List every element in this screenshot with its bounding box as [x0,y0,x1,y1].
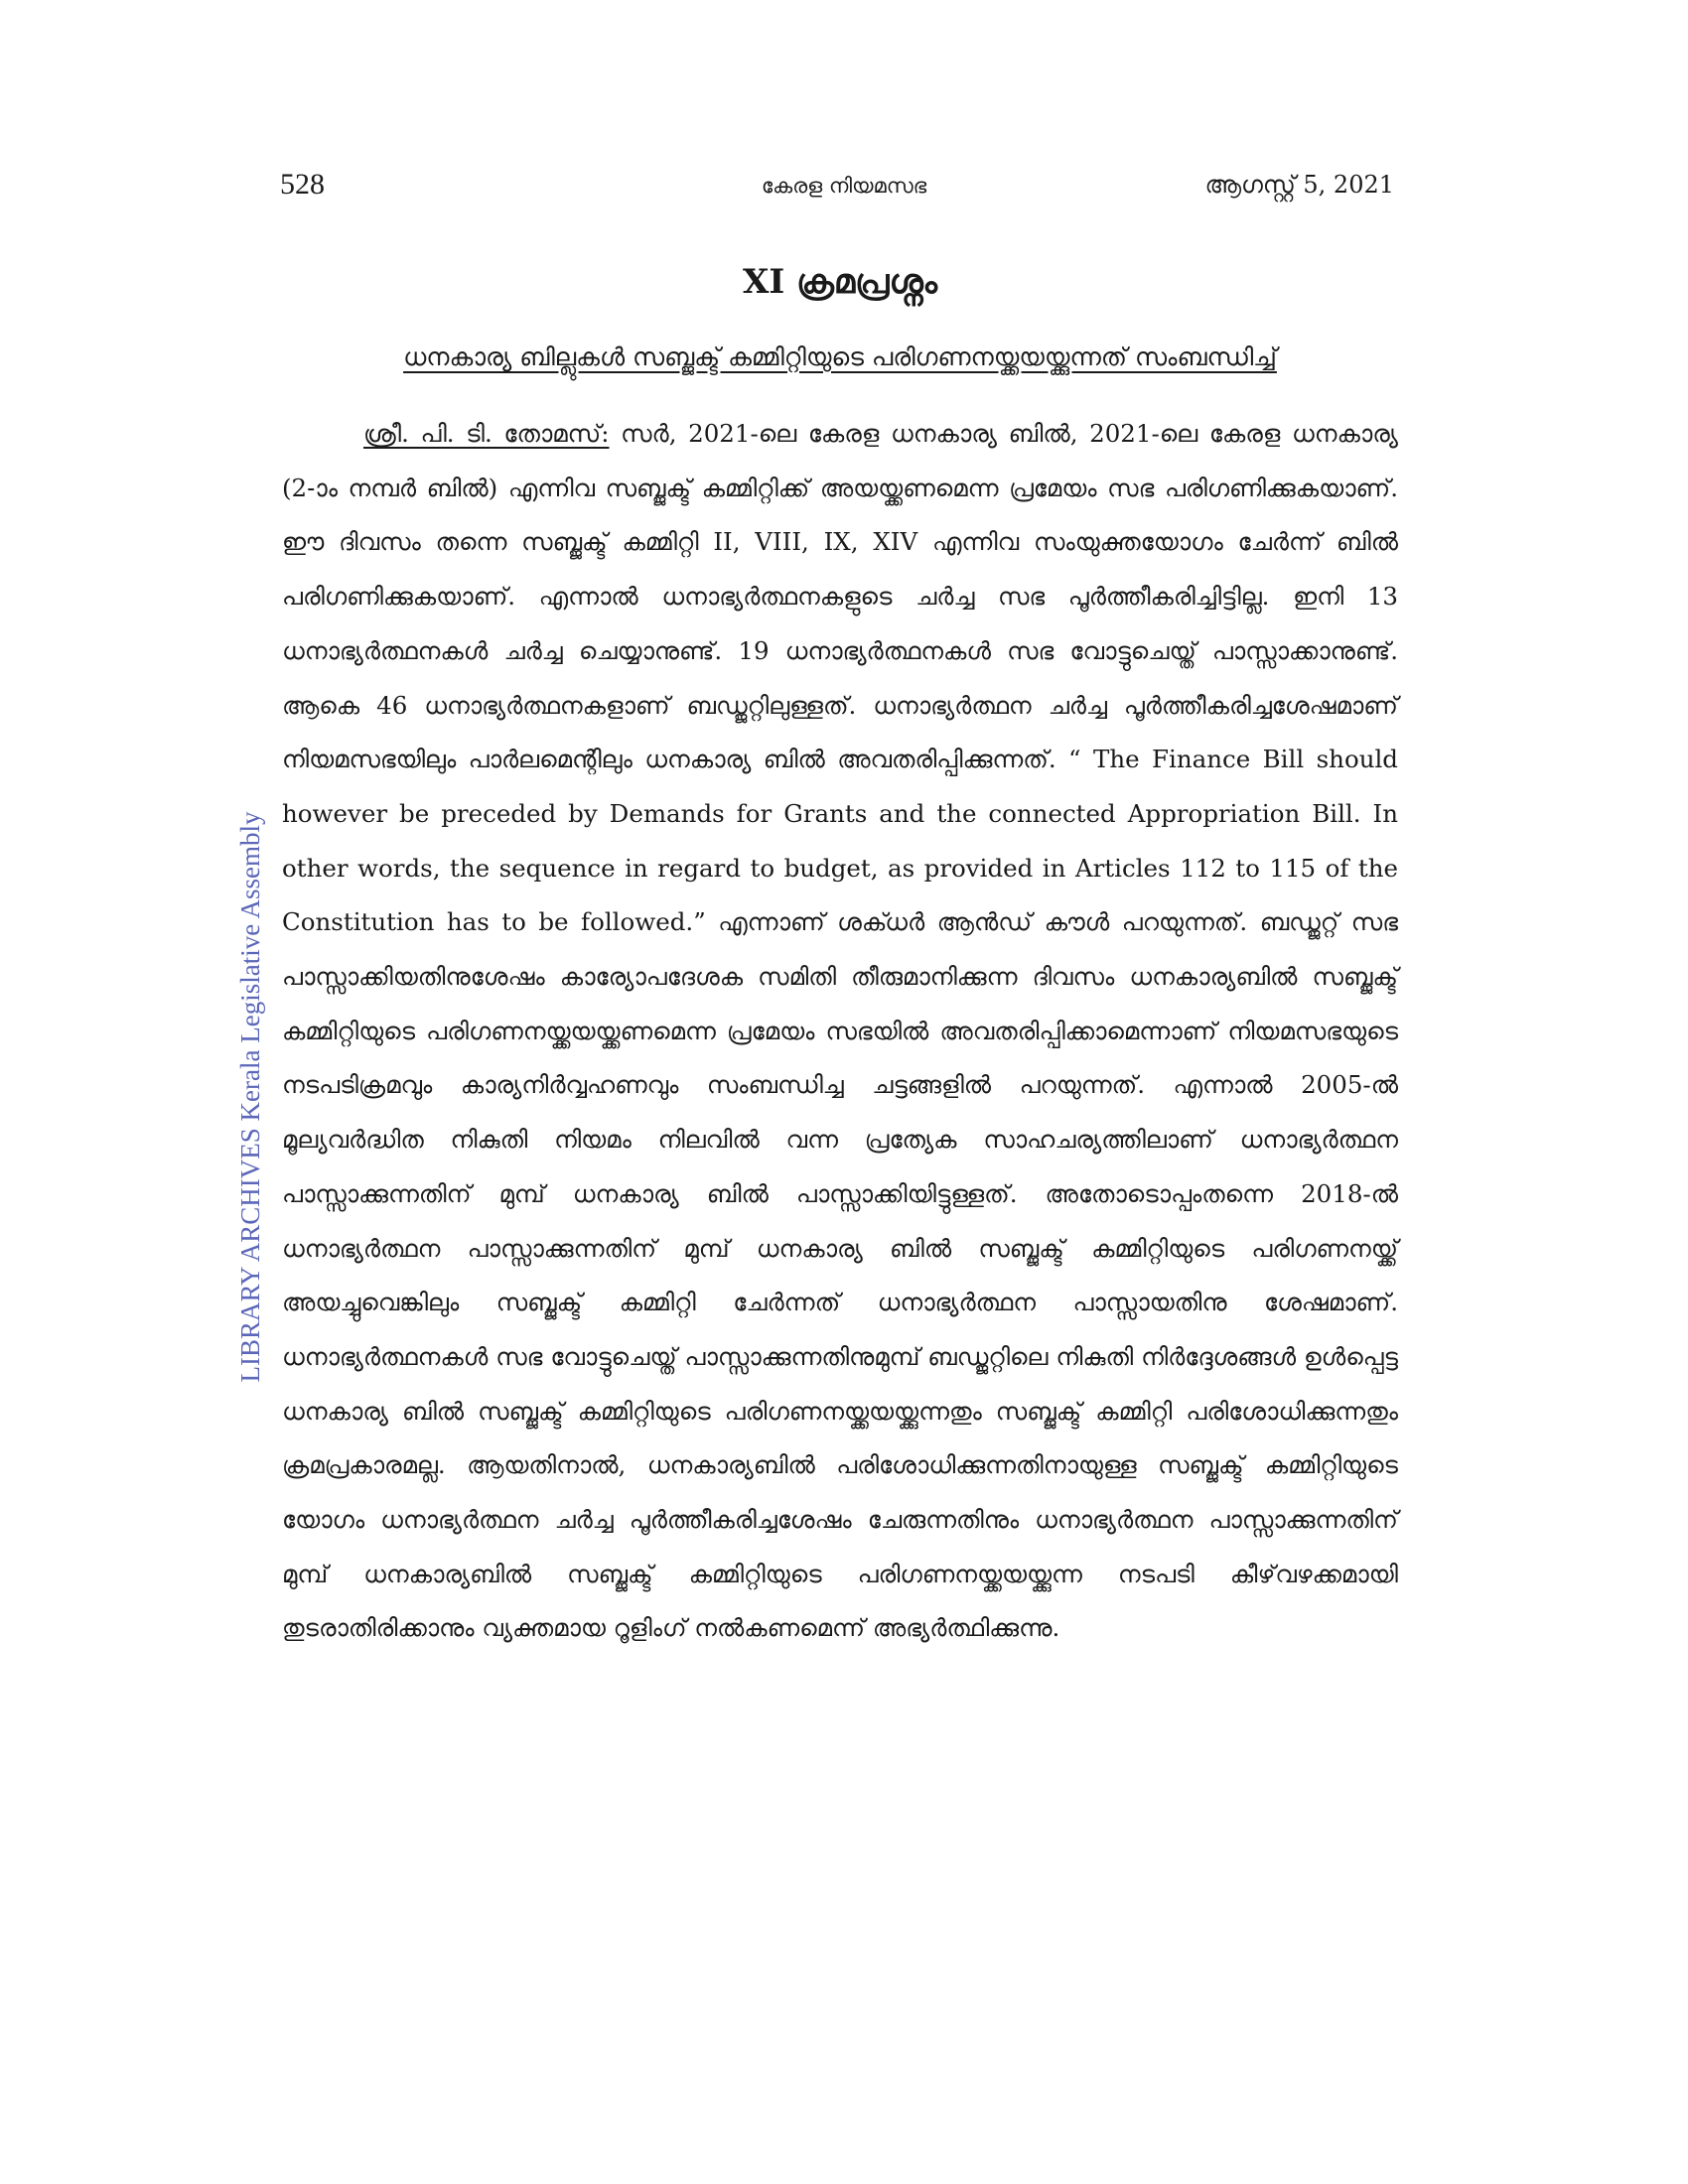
running-title: കേരള നിയമസഭ [761,174,927,198]
speaker-name: ശ്രീ. പി. ടി. തോമസ്: [363,419,610,448]
page-number: 528 [280,168,325,201]
speech-text: സർ, 2021-ലെ കേരള ധനകാര്യ ബിൽ, 2021-ലെ കേരള ധനകാര്യ (2-ാം നമ്പർ ബിൽ) എന്നിവ സബ്ജക്ട് കമ്മിറ്റിക്ക് അയയ്ക്കണമെന്ന പ്രമേയം സഭ പരിഗണിക്കുകയാണ്. ഈ ദിവസം തന്നെ സബ്ജക്ട് കമ്മിറ്റി II, VIII, IX, XIV എന്നിവ സംയുക്തയോഗം ചേർന്ന് ബിൽ പരിഗണിക്കുകയാണ്. എന്നാൽ ധനാഭ്യർത്ഥനകളുടെ ചർച്ച സഭ പൂർത്തീകരിച്ചിട്ടില്ല. ഇനി 13 ധനാഭ്യർത്ഥനകൾ ചർച്ച ചെയ്യാനുണ്ട്. 19 ധനാഭ്യർത്ഥനകൾ സഭ വോട്ടുചെയ്ത് പാസ്സാക്കാനുണ്ട്. ആകെ 46 ധനാഭ്യർത്ഥനകളാണ് ബഡ്ജറ്റിലുള്ളത്. ധനാഭ്യർത്ഥന ചർച്ച പൂർത്തീകരിച്ചശേഷമാണ് നിയമസഭയിലും പാർലമെന്റിലും ധനകാര്യ ബിൽ അവതരിപ്പിക്കുന്നത്. “ The Finance Bill should however be preceded by Demands for Grants and the connected Appropriation Bill. In other words, the sequence in regard to budget, as provided in Articles 112 to 115 of the Constitution has to be followed.” എന്നാണ് ശക്ധർ ആൻഡ് കൗൾ പറയുന്നത്. ബഡ്ജറ്റ് സഭ പാസ്സാക്കിയതിനുശേഷം കാര്യോപദേശക സമിതി തീരുമാനിക്കുന്ന ദിവസം ധനകാര്യബിൽ സബ്ജക്ട് കമ്മിറ്റിയുടെ പരിഗണനയ്ക്കയയ്ക്കണമെന്ന പ്രമേയം സഭയിൽ അവതരിപ്പിക്കാമെന്നാണ് നിയമസഭയുടെ നടപടിക്രമവും കാര്യനിർവ്വഹണവും സംബന്ധിച്ച ചട്ടങ്ങളിൽ പറയുന്നത്. എന്നാൽ 2005-ൽ മൂല്യവർദ്ധിത നികുതി നിയമം നിലവിൽ വന്ന പ്രത്യേക സാഹചര്യത്തിലാണ് ധനാഭ്യർത്ഥന പാസ്സാക്കുന്നതിന് മുമ്പ് ധനകാര്യ ബിൽ പാസ്സാക്കിയിട്ടുള്ളത്. അതോടൊപ്പംതന്നെ 2018-ൽ ധനാഭ്യർത്ഥന പാസ്സാക്കുന്നതിന് മുമ്പ് ധനകാര്യ ബിൽ സബ്ജക്ട് കമ്മിറ്റിയുടെ പരിഗണനയ്ക്ക് അയച്ചുവെങ്കിലും സബ്ജക്ട് കമ്മിറ്റി ചേർന്നത് ധനാഭ്യർത്ഥന പാസ്സായതിനു ശേഷമാണ്. ധനാഭ്യർത്ഥനകൾ സഭ വോട്ടുചെയ്ത് പാസ്സാക്കുന്നതിനുമുമ്പ് ബഡ്ജറ്റിലെ നികുതി നിർദ്ദേശങ്ങൾ ഉൾപ്പെട്ട ധനകാര്യ ബിൽ സബ്ജക്ട് കമ്മിറ്റിയുടെ പരിഗണനയ്ക്കയയ്ക്കുന്നതും സബ്ജക്ട് കമ്മിറ്റി പരിശോധിക്കുന്നതും ക്രമപ്രകാരമല്ല. ആയതിനാൽ, ധനകാര്യബിൽ പരിശോധിക്കുന്നതിനായുള്ള സബ്ജക്ട് കമ്മിറ്റിയുടെ യോഗം ധനാഭ്യർത്ഥന ചർച്ച പൂർത്തീകരിച്ചശേഷം ചേരുന്നതിനും ധനാഭ്യർത്ഥന പാസ്സാക്കുന്നതിന് മുമ്പ് ധനകാര്യബിൽ സബ്ജക്ട് കമ്മിറ്റിയുടെ പരിഗണനയ്ക്കയയ്ക്കുന്ന നടപടി കീഴ്‌വഴക്കമായി തുടരാതിരിക്കാനും വ്യക്തമായ റൂളിംഗ് നൽകണമെന്ന് അഭ്യർത്ഥിക്കുന്നു. [282,419,1398,1643]
archive-watermark: LIBRARY ARCHIVES Kerala Legislative Assembly [235,811,265,1383]
section-subheading: ധനകാര്യ ബില്ലുകൾ സബ്ജക്ട് കമ്മിറ്റിയുടെ പരിഗണനയ്ക്കയയ്ക്കുന്നത് സംബന്ധിച്ച് [403,342,1277,371]
section-heading: XI ക്രമപ്രശ്നം [742,262,938,302]
running-date: ആഗസ്റ്റ് 5, 2021 [1204,171,1394,199]
speech-paragraph [282,407,1398,1656]
